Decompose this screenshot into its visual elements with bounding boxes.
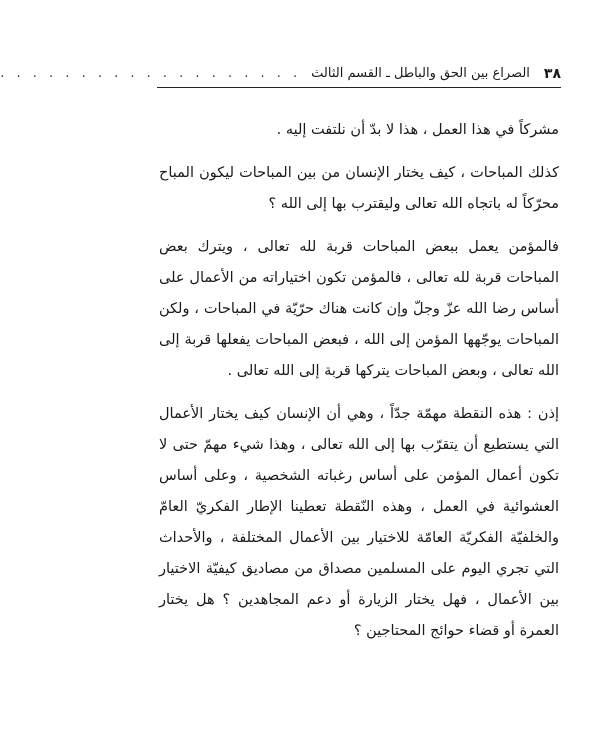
- book-title: الصراع بين الحق والباطل ـ القسم الثالث: [311, 66, 530, 81]
- paragraph: فالمؤمن يعمل ببعض المباحات قربة لله تعالى ، ويترك بعض المباحات قربة لله تعالى ، فالمؤمن تكون اختياراته من الأعمال على أساس رضا الله عزّ وجلّ وإن كانت هناك حرّيّة في المباحات ، ولكن المباحات يوجّهها المؤمن إلى الله ، فبعض المباحات يفعلها قربة إلى الله تعالى ، وبعض المباحات يتركها قربة إلى الله تعالى .: [159, 239, 559, 379]
- header-rule: [157, 87, 561, 88]
- body-text: [159, 115, 559, 647]
- paragraph: إذن : هذه النقطة مهمّة جدّاً ، وهي أن الإنسان كيف يختار الأعمال التي يستطيع أن يتقرّب بها إلى الله تعالى ، وهذا شيء مهمّ حتى لا تكون أعمال المؤمن على أساس رغباته الشخصية ، وعلى أساس العشوائية في العمل ، وهذه النّقطة تعطينا الإطار الفكريّ العامّ والخلفيّة الفكريّة العامّة للاختيار بين الأعمال المختلفة ، والأحداث التي تجري اليوم على المسلمين مصداق من مصاديق كيفيّة الاختيار بين الأعمال ، فهل يختار الزيارة أو دعم المجاهدين ؟ هل يختار العمرة أو قضاء حوائج المحتاجين ؟: [159, 406, 559, 639]
- running-header: [0, 62, 561, 84]
- page-number: ٣٨: [543, 66, 561, 82]
- paragraph: مشركاً في هذا العمل ، هذا لا بدّ أن نلتفت إليه .: [276, 122, 559, 138]
- paragraph: كذلك المباحات ، كيف يختار الإنسان من بين المباحات ليكون المباح محرّكاً له باتجاه الله تعالى وليقترب بها إلى الله ؟: [159, 165, 559, 212]
- header-leader-dots: . . . . . . . . . . . . . . . . . . .: [0, 66, 302, 81]
